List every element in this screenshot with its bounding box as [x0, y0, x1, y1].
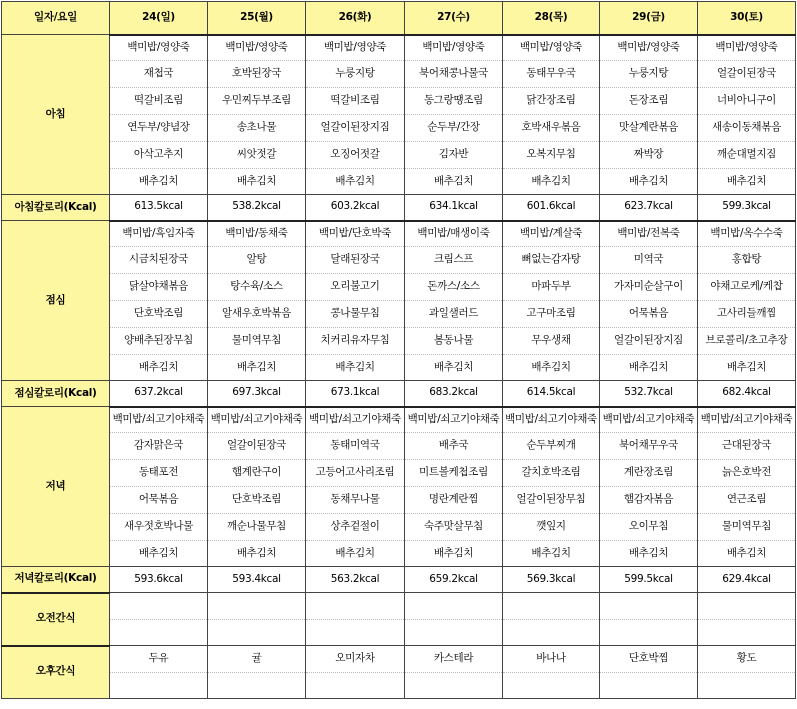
menu-item-cell: 떡갈비조림 — [110, 88, 208, 115]
menu-item-cell: 계란장조림 — [600, 460, 698, 487]
menu-item-cell: 너비아니구이 — [698, 88, 796, 115]
empty-cell — [405, 673, 503, 699]
menu-item-cell: 마파두부 — [503, 274, 600, 301]
snack-row-blank — [2, 673, 796, 699]
menu-item-cell: 백미밥/쇠고기야채죽 — [405, 407, 503, 433]
calorie-value: 614.5kcal — [503, 381, 600, 407]
day-header: 27(수) — [405, 2, 503, 35]
menu-item-cell: 알새우호박볶음 — [208, 301, 306, 328]
menu-item-cell: 깻잎지 — [503, 514, 600, 541]
snack-item-cell: 단호박찜 — [600, 646, 698, 673]
menu-item-cell: 북어채콩나물국 — [405, 61, 503, 88]
menu-item-cell: 백미밥/계살죽 — [503, 221, 600, 247]
meal-row — [2, 460, 796, 487]
menu-item-cell: 백미밥/영양죽 — [600, 35, 698, 61]
menu-item-cell: 아삭고추지 — [110, 142, 208, 169]
empty-cell — [503, 673, 600, 699]
menu-item-cell: 브로콜리/초고추장 — [698, 328, 796, 355]
menu-item-cell: 야채고로케/케찹 — [698, 274, 796, 301]
menu-item-cell: 순두부/간장 — [405, 115, 503, 142]
menu-item-cell: 깨순대멸지짐 — [698, 142, 796, 169]
menu-item-cell: 배추김치 — [698, 169, 796, 195]
menu-item-cell: 상추겉절이 — [306, 514, 405, 541]
menu-item-cell: 북어채무우국 — [600, 433, 698, 460]
snack-item-cell — [405, 593, 503, 620]
empty-cell — [110, 620, 208, 646]
menu-item-cell: 백미밥/옥수수죽 — [698, 221, 796, 247]
empty-cell — [600, 673, 698, 699]
menu-item-cell: 배추김치 — [698, 541, 796, 567]
menu-item-cell: 배추김치 — [600, 169, 698, 195]
menu-item-cell: 동채무나물 — [306, 487, 405, 514]
menu-item-cell: 백미밥/전복죽 — [600, 221, 698, 247]
calorie-row — [2, 381, 796, 407]
corner-header: 일자/요일 — [2, 2, 110, 35]
day-header: 26(화) — [306, 2, 405, 35]
menu-item-cell: 시금치된장국 — [110, 247, 208, 274]
menu-item-cell: 새송이동채볶음 — [698, 115, 796, 142]
menu-item-cell: 백미밥/영양죽 — [503, 35, 600, 61]
menu-item-cell: 갈치호박조림 — [503, 460, 600, 487]
snack-row-blank — [2, 620, 796, 646]
menu-item-cell: 뼈없는감자탕 — [503, 247, 600, 274]
meal-row — [2, 115, 796, 142]
snack-item-cell: 귤 — [208, 646, 306, 673]
snack-item-cell: 황도 — [698, 646, 796, 673]
calorie-row — [2, 567, 796, 593]
menu-item-cell: 백미밥/쇠고기야채죽 — [600, 407, 698, 433]
menu-item-cell: 배추김치 — [306, 541, 405, 567]
menu-item-cell: 재첩국 — [110, 61, 208, 88]
menu-item-cell: 동태무우국 — [503, 61, 600, 88]
meal-row — [2, 35, 796, 61]
menu-item-cell: 오리불고기 — [306, 274, 405, 301]
menu-item-cell: 새우젓호박나물 — [110, 514, 208, 541]
snack-item-cell — [503, 593, 600, 620]
menu-item-cell: 백미밥/영양죽 — [698, 35, 796, 61]
menu-item-cell: 콩나물무침 — [306, 301, 405, 328]
menu-item-cell: 명란계란찜 — [405, 487, 503, 514]
menu-item-cell: 치커리유자무침 — [306, 328, 405, 355]
meal-row — [2, 328, 796, 355]
empty-cell — [698, 620, 796, 646]
snack-row — [2, 593, 796, 620]
menu-item-cell: 백미밥/매생이죽 — [405, 221, 503, 247]
meal-row — [2, 88, 796, 115]
menu-item-cell: 고사리들깨찜 — [698, 301, 796, 328]
calorie-value: 682.4kcal — [698, 381, 796, 407]
meal-row — [2, 61, 796, 88]
calorie-value: 623.7kcal — [600, 195, 698, 221]
menu-item-cell: 햄계란구이 — [208, 460, 306, 487]
meal-row — [2, 142, 796, 169]
meal-row — [2, 301, 796, 328]
menu-item-cell: 깨순나물무침 — [208, 514, 306, 541]
calorie-value: 673.1kcal — [306, 381, 405, 407]
menu-item-cell: 백미밥/영양죽 — [405, 35, 503, 61]
calorie-value: 599.5kcal — [600, 567, 698, 593]
menu-item-cell: 과일샐러드 — [405, 301, 503, 328]
menu-item-cell: 근대된장국 — [698, 433, 796, 460]
empty-cell — [110, 673, 208, 699]
menu-item-cell: 물미역무침 — [208, 328, 306, 355]
snack-row — [2, 646, 796, 673]
meal-row — [2, 274, 796, 301]
menu-item-cell: 배추김치 — [208, 355, 306, 381]
menu-item-cell: 고등어고사리조림 — [306, 460, 405, 487]
meal-row — [2, 514, 796, 541]
menu-item-cell: 감자맑은국 — [110, 433, 208, 460]
calorie-value: 683.2kcal — [405, 381, 503, 407]
menu-item-cell: 무우생채 — [503, 328, 600, 355]
menu-item-cell: 우민찌두부조림 — [208, 88, 306, 115]
calorie-value: 569.3kcal — [503, 567, 600, 593]
menu-item-cell: 떡갈비조림 — [306, 88, 405, 115]
menu-item-cell: 알탕 — [208, 247, 306, 274]
menu-item-cell: 숙주맛살무침 — [405, 514, 503, 541]
calorie-value: 593.6kcal — [110, 567, 208, 593]
calorie-value: 659.2kcal — [405, 567, 503, 593]
menu-item-cell: 배추김치 — [503, 541, 600, 567]
menu-item-cell: 누룽지탕 — [306, 61, 405, 88]
menu-item-cell: 배추김치 — [698, 355, 796, 381]
menu-item-cell: 짜박장 — [600, 142, 698, 169]
menu-item-cell: 배추김치 — [110, 541, 208, 567]
day-header: 24(일) — [110, 2, 208, 35]
menu-item-cell: 봄동나물 — [405, 328, 503, 355]
empty-cell — [600, 620, 698, 646]
menu-item-cell: 배추김치 — [208, 541, 306, 567]
calorie-label: 점심칼로리(Kcal) — [2, 381, 110, 407]
meal-plan-table — [1, 1, 796, 699]
menu-item-cell: 동태미역국 — [306, 433, 405, 460]
menu-item-cell: 얼갈이된장무침 — [503, 487, 600, 514]
calorie-value: 538.2kcal — [208, 195, 306, 221]
menu-item-cell: 맛살계란볶음 — [600, 115, 698, 142]
empty-cell — [698, 673, 796, 699]
snack-item-cell: 두유 — [110, 646, 208, 673]
menu-item-cell: 호박새우볶음 — [503, 115, 600, 142]
snack-item-cell — [208, 593, 306, 620]
menu-item-cell: 얼갈이된장지짐 — [306, 115, 405, 142]
empty-cell — [306, 673, 405, 699]
menu-item-cell: 달래된장국 — [306, 247, 405, 274]
menu-item-cell: 미역국 — [600, 247, 698, 274]
menu-item-cell: 배추김치 — [503, 355, 600, 381]
menu-item-cell: 얼갈이된장국 — [208, 433, 306, 460]
menu-item-cell: 단호박조림 — [110, 301, 208, 328]
snack-item-cell: 오미자차 — [306, 646, 405, 673]
menu-item-cell: 백미밥/영양죽 — [208, 35, 306, 61]
menu-item-cell: 홍합탕 — [698, 247, 796, 274]
menu-item-cell: 누룽지탕 — [600, 61, 698, 88]
day-header: 25(월) — [208, 2, 306, 35]
menu-item-cell: 어묵볶음 — [600, 301, 698, 328]
menu-item-cell: 돈까스/소스 — [405, 274, 503, 301]
snack-item-cell — [110, 593, 208, 620]
calorie-value: 613.5kcal — [110, 195, 208, 221]
day-header: 28(목) — [503, 2, 600, 35]
menu-item-cell: 연두부/양념장 — [110, 115, 208, 142]
menu-item-cell: 김자반 — [405, 142, 503, 169]
snack-item-cell — [600, 593, 698, 620]
menu-item-cell: 호박된장국 — [208, 61, 306, 88]
menu-item-cell: 배추김치 — [600, 355, 698, 381]
meal-row — [2, 487, 796, 514]
calorie-value: 634.1kcal — [405, 195, 503, 221]
calorie-value: 637.2kcal — [110, 381, 208, 407]
calorie-value: 629.4kcal — [698, 567, 796, 593]
menu-item-cell: 씨앗젓갈 — [208, 142, 306, 169]
day-header: 30(토) — [698, 2, 796, 35]
menu-item-cell: 배추김치 — [503, 169, 600, 195]
menu-item-cell: 미트볼케첩조림 — [405, 460, 503, 487]
menu-item-cell: 물미역무침 — [698, 514, 796, 541]
menu-item-cell: 배추김치 — [110, 169, 208, 195]
menu-item-cell: 백미밥/쇠고기야채죽 — [208, 407, 306, 433]
menu-item-cell: 배추김치 — [405, 541, 503, 567]
meal-row — [2, 247, 796, 274]
meal-section-label: 아침 — [2, 35, 110, 195]
menu-item-cell: 백미밥/쇠고기야채죽 — [698, 407, 796, 433]
menu-item-cell: 백미밥/흑임자죽 — [110, 221, 208, 247]
calorie-value: 563.2kcal — [306, 567, 405, 593]
menu-item-cell: 동그랑땡조림 — [405, 88, 503, 115]
meal-row — [2, 169, 796, 195]
menu-item-cell: 배추김치 — [306, 355, 405, 381]
meal-row — [2, 355, 796, 381]
meal-section-label: 저녁 — [2, 407, 110, 567]
menu-item-cell: 얼갈이된장국 — [698, 61, 796, 88]
menu-item-cell: 배추김치 — [306, 169, 405, 195]
snack-item-cell: 카스테라 — [405, 646, 503, 673]
calorie-label: 저녁칼로리(Kcal) — [2, 567, 110, 593]
menu-item-cell: 닭살야채볶음 — [110, 274, 208, 301]
menu-item-cell: 백미밥/단호박죽 — [306, 221, 405, 247]
menu-item-cell: 백미밥/영양죽 — [110, 35, 208, 61]
menu-item-cell: 탕수육/소스 — [208, 274, 306, 301]
menu-item-cell: 크림스프 — [405, 247, 503, 274]
menu-item-cell: 고구마조림 — [503, 301, 600, 328]
menu-item-cell: 순두부찌개 — [503, 433, 600, 460]
meal-section-label: 점심 — [2, 221, 110, 381]
snack-item-cell — [698, 593, 796, 620]
calorie-value: 697.3kcal — [208, 381, 306, 407]
menu-item-cell: 얼갈이된장지짐 — [600, 328, 698, 355]
empty-cell — [306, 620, 405, 646]
menu-item-cell: 배추김치 — [405, 355, 503, 381]
empty-cell — [208, 673, 306, 699]
menu-item-cell: 백미밥/동채죽 — [208, 221, 306, 247]
calorie-value: 603.2kcal — [306, 195, 405, 221]
calorie-label: 아침칼로리(Kcal) — [2, 195, 110, 221]
menu-item-cell: 배추김치 — [110, 355, 208, 381]
header-row — [2, 2, 796, 35]
menu-item-cell: 백미밥/쇠고기야채죽 — [306, 407, 405, 433]
menu-item-cell: 백미밥/쇠고기야채죽 — [110, 407, 208, 433]
menu-item-cell: 오이무침 — [600, 514, 698, 541]
menu-item-cell: 송초나물 — [208, 115, 306, 142]
day-header: 29(금) — [600, 2, 698, 35]
snack-label: 오전간식 — [2, 593, 110, 646]
menu-item-cell: 배추김치 — [208, 169, 306, 195]
menu-item-cell: 돈장조림 — [600, 88, 698, 115]
menu-item-cell: 오복지무침 — [503, 142, 600, 169]
menu-item-cell: 동태포전 — [110, 460, 208, 487]
meal-row — [2, 541, 796, 567]
menu-item-cell: 단호박조림 — [208, 487, 306, 514]
calorie-value: 593.4kcal — [208, 567, 306, 593]
menu-item-cell: 양배추된장무침 — [110, 328, 208, 355]
menu-item-cell: 어묵볶음 — [110, 487, 208, 514]
snack-label: 오후간식 — [2, 646, 110, 699]
calorie-row — [2, 195, 796, 221]
menu-item-cell: 닭간장조림 — [503, 88, 600, 115]
empty-cell — [208, 620, 306, 646]
menu-item-cell: 늙은호박전 — [698, 460, 796, 487]
menu-item-cell: 백미밥/영양죽 — [306, 35, 405, 61]
menu-item-cell: 배추김치 — [600, 541, 698, 567]
meal-row — [2, 221, 796, 247]
menu-item-cell: 햄감자볶음 — [600, 487, 698, 514]
menu-item-cell: 배추국 — [405, 433, 503, 460]
empty-cell — [405, 620, 503, 646]
calorie-value: 601.6kcal — [503, 195, 600, 221]
meal-row — [2, 433, 796, 460]
snack-item-cell — [306, 593, 405, 620]
calorie-value: 532.7kcal — [600, 381, 698, 407]
calorie-value: 599.3kcal — [698, 195, 796, 221]
menu-item-cell: 오징어젓갈 — [306, 142, 405, 169]
snack-item-cell: 바나나 — [503, 646, 600, 673]
empty-cell — [503, 620, 600, 646]
menu-item-cell: 가자미순살구이 — [600, 274, 698, 301]
menu-item-cell: 연근조림 — [698, 487, 796, 514]
menu-item-cell: 백미밥/쇠고기야채죽 — [503, 407, 600, 433]
meal-row — [2, 407, 796, 433]
meal-plan-body — [2, 2, 796, 699]
menu-item-cell: 배추김치 — [405, 169, 503, 195]
